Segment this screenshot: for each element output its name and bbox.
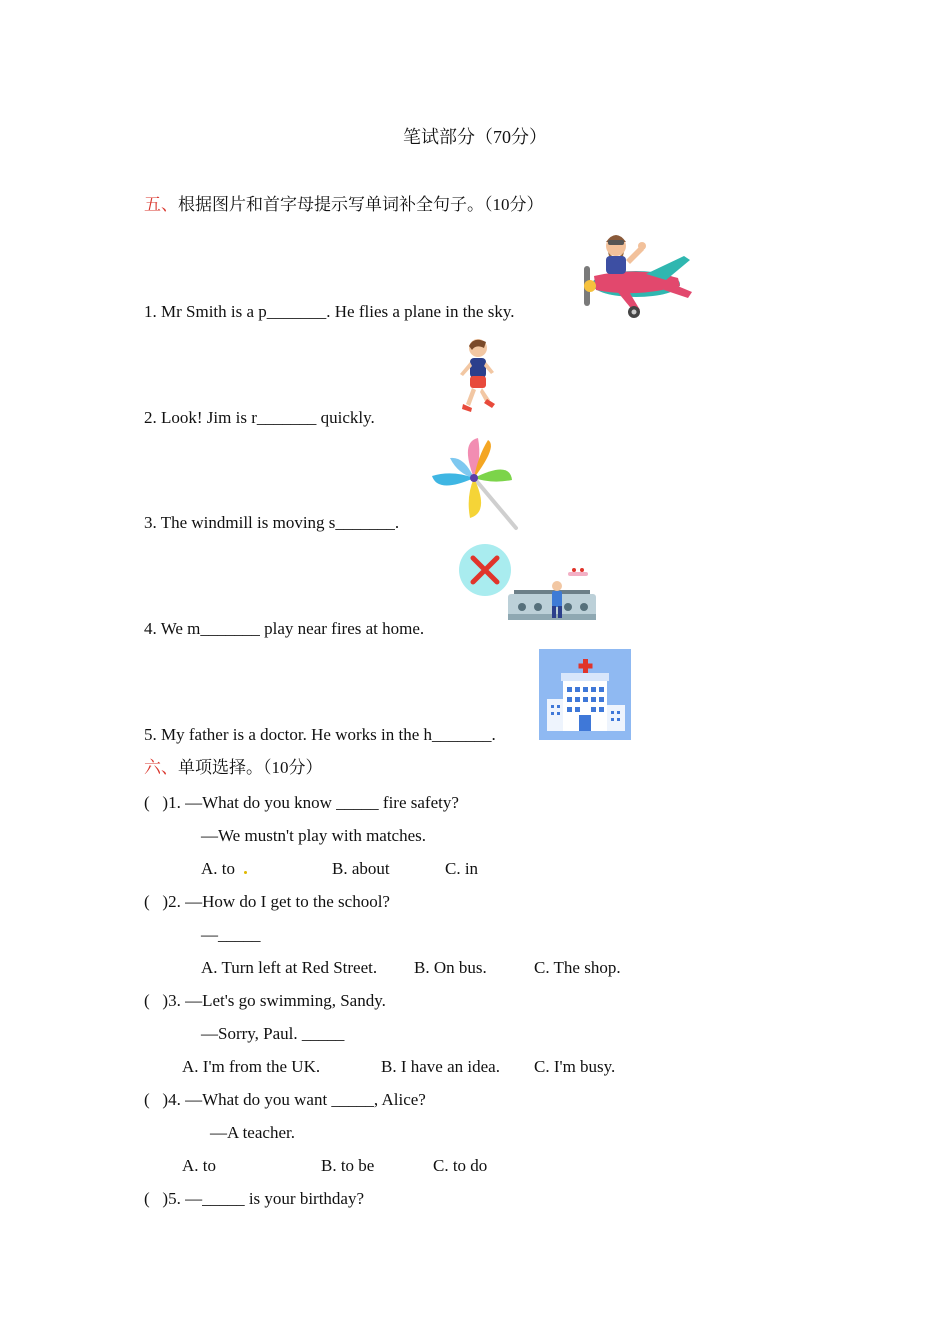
section-5-item-5: 5. My father is a doctor. He works in the h_______. <box>144 725 496 744</box>
pinwheel-icon <box>430 436 522 532</box>
question-3: ( )3. —Let's go swimming, Sandy. <box>144 991 386 1010</box>
section-6-title: 单项选择。（10分） <box>178 758 323 777</box>
question-4-answer: —A teacher. <box>210 1123 295 1142</box>
question-3-option-c: C. I'm busy. <box>534 1057 616 1076</box>
question-1-option-a: A. to <box>201 859 235 878</box>
running-boy-icon <box>454 336 500 418</box>
section-5-item-3: 3. The windmill is moving s_______. <box>144 513 400 532</box>
forbidden-x-icon <box>457 542 513 598</box>
section-5-item-2: 2. Look! Jim is r_______ quickly. <box>144 408 375 427</box>
question-2: ( )2. —How do I get to the school? <box>144 892 390 911</box>
question-4-option-c: C. to do <box>433 1156 488 1175</box>
question-2-option-b: B. On bus. <box>414 958 487 977</box>
question-4-option-b: B. to be <box>321 1156 375 1175</box>
question-2-option-c: C. The shop. <box>534 958 621 977</box>
question-1: ( )1. —What do you know _____ fire safety? <box>144 793 459 812</box>
question-5: ( )5. —_____ is your birthday? <box>144 1189 365 1208</box>
section-5-item-1: 1. Mr Smith is a p_______. He flies a plane in the sky. <box>144 302 515 321</box>
section-6-heading <box>144 759 323 776</box>
section-5-item-4: 4. We m_______ play near fires at home. <box>144 619 425 638</box>
pilot-plane-icon <box>576 226 696 320</box>
question-3-option-b: B. I have an idea. <box>381 1057 500 1076</box>
hospital-icon <box>539 649 631 740</box>
stray-dot <box>244 871 247 874</box>
section-6-number: 六、 <box>144 758 178 777</box>
question-3-option-a: A. I'm from the UK. <box>182 1057 321 1076</box>
question-4-option-a: A. to <box>182 1156 216 1175</box>
section-5-title: 根据图片和首字母提示写单词补全句子。（10分） <box>178 195 544 214</box>
question-1-answer: —We mustn't play with matches. <box>201 826 427 845</box>
section-5-number: 五、 <box>144 195 178 214</box>
question-4: ( )4. —What do you want _____, Alice? <box>144 1090 426 1109</box>
question-1-option-c: C. in <box>445 859 479 878</box>
section-5-heading <box>144 196 544 213</box>
question-1-option-b: B. about <box>332 859 390 878</box>
page-title: 笔试部分（70分） <box>403 127 547 147</box>
question-2-answer: —_____ <box>201 925 261 944</box>
question-2-option-a: A. Turn left at Red Street. <box>201 958 378 977</box>
stove-fire-icon <box>506 566 598 624</box>
question-3-answer: —Sorry, Paul. _____ <box>201 1024 345 1043</box>
